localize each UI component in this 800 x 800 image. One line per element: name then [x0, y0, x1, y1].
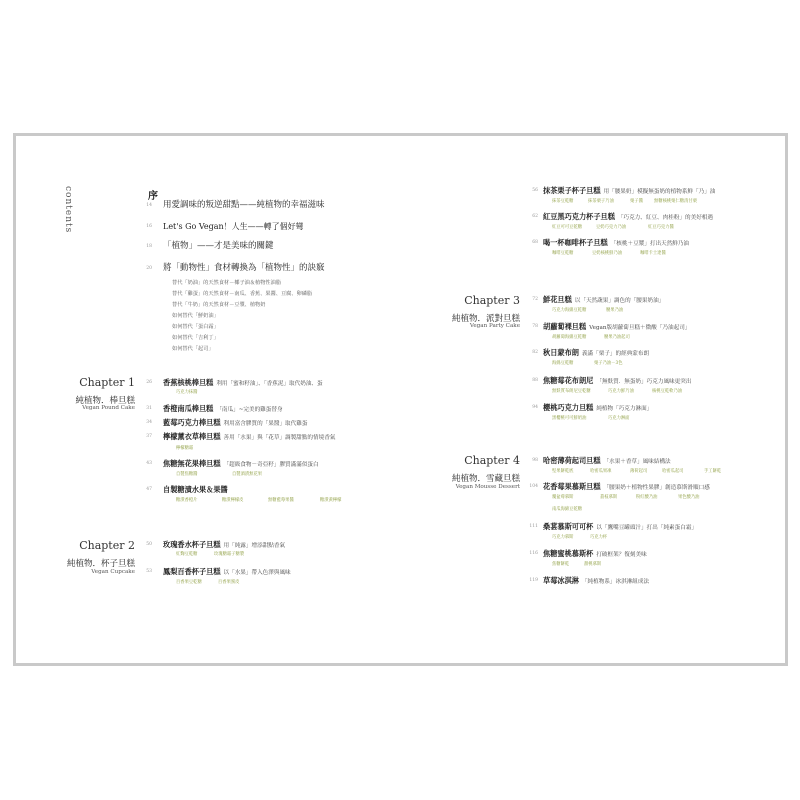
page-number: 94 — [532, 405, 538, 410]
page-number: 53 — [146, 569, 152, 574]
page-number: 16 — [146, 224, 152, 229]
toc-entry — [163, 540, 285, 551]
entry-tag: 豆奶巧克力乃油 — [596, 225, 627, 230]
entry-title: 鳳梨百香杯子旦糕 — [163, 567, 221, 576]
page-number: 88 — [532, 378, 538, 383]
entry-tag: 栗子醬 — [630, 199, 643, 204]
entry-title: 胡蘿蔔裸旦糕 — [543, 322, 587, 331]
toc-entry — [543, 295, 664, 306]
entry-title: 花香莓果慕斯旦糕 — [543, 482, 601, 491]
entry-desc: Vegan版胡蘿蔔旦糕＋微酸「乃油起司」 — [589, 325, 691, 331]
toc-entry — [163, 418, 307, 429]
toc-entry — [543, 522, 697, 533]
entry-desc: 用「純露」增添甜點香氣 — [223, 543, 286, 549]
entry-tag: 焦糖餅乾 — [552, 562, 570, 567]
preface-subitem: 如何替代「鮮奶油」 — [172, 313, 219, 319]
entry-tag: 胡蘿蔔海綿豆乾糖 — [552, 335, 587, 340]
chapter-2-number: Chapter 2 — [79, 539, 135, 552]
entry-tag: 無麩質布朗尼豆乾糖 — [552, 389, 591, 394]
entry-tag: 豆奶核桃鮮乃油 — [592, 251, 623, 256]
entry-title: 焦糖莓花布朗尼 — [543, 376, 594, 385]
chapter-3-subtitle: Vegan Party Cake — [469, 323, 520, 329]
page-number: 56 — [532, 188, 538, 193]
entry-title: 桑葚慕斯可可杯 — [543, 522, 594, 531]
toc-entry — [163, 567, 291, 578]
preface-subitem: 替代「奶油」的天然食材－椰子油＆植物性油脂 — [172, 280, 281, 286]
entry-title: 草莓冰淇淋 — [543, 576, 579, 585]
entry-tag: 巧克力淋面 — [608, 416, 630, 421]
entry-tag: 無糖核桃栗仁糖清甘栗 — [654, 199, 697, 204]
preface-subitem: 如何替代「蛋白霜」 — [172, 324, 219, 330]
entry-tag: 自製酒漬無花果 — [232, 472, 263, 477]
entry-title: 焦糖蜜桃慕斯杯 — [543, 549, 594, 558]
toc-entry — [163, 404, 283, 415]
entry-tag: 巧克力抹醬 — [176, 390, 198, 395]
entry-tag: 百香果豆乾糖 — [176, 580, 202, 585]
toc-entry — [543, 186, 715, 197]
entry-title: 紅豆黑巧克力杯子旦糕 — [543, 212, 615, 221]
entry-tag: 紅豆可可豆乾糖 — [552, 225, 583, 230]
entry-tag: 糖漬黃檸檬 — [320, 498, 342, 503]
page-number: 116 — [529, 551, 538, 556]
entry-tag: 抹茶栗子乃油 — [588, 199, 614, 204]
entry-tag: 糖漬香橙片 — [176, 498, 198, 503]
entry-desc: 善用「水果」與「花草」調製甜點的情境香氣 — [223, 435, 336, 441]
entry-tag: 巧克力杯 — [590, 535, 608, 540]
entry-title: 鮮花旦糕 — [543, 295, 572, 304]
toc-entry — [543, 238, 689, 249]
toc-entry — [163, 432, 335, 443]
chapter-2-title: 純植物．杯子旦糕 — [66, 559, 135, 569]
entry-title: 香蕉核桃棒旦糕 — [163, 378, 214, 387]
page-number: 47 — [146, 487, 152, 492]
entry-tag: 抹茶豆乾糖 — [552, 199, 574, 204]
page-number: 68 — [532, 240, 538, 245]
entry-tag: 咖啡豆乾糖 — [552, 251, 574, 256]
page-number: 72 — [532, 297, 538, 302]
page-number: 20 — [146, 266, 152, 271]
entry-desc: 用「腰果奶」模擬無蛋奶的植物系鮮「乃」油 — [603, 189, 716, 195]
page-number: 98 — [532, 458, 538, 463]
entry-desc: 「水果＋香草」風味結構法 — [603, 459, 671, 465]
chapter-1-subtitle: Vegan Pound Cake — [82, 405, 135, 411]
entry-tag: 核桃豆乾軟乃油 — [652, 389, 683, 394]
entry-desc: 以「水果」帶入色澤與風味 — [223, 570, 291, 576]
entry-tag: 玫瑰糖霜子糖漿 — [214, 552, 245, 557]
entry-tag: 粉紅酸乃油 — [636, 495, 658, 500]
chapter-4-subtitle: Vegan Mousse Dessert — [455, 484, 520, 490]
page-number: 43 — [146, 461, 152, 466]
entry-tag: 栗子乃油－3色 — [594, 361, 623, 366]
preface-subitem: 替代「牛奶」的天然食材－豆漿、植物奶 — [172, 302, 266, 308]
preface-entry: 用愛調味的叛逆甜點——純植物的幸福滋味 — [163, 200, 325, 210]
entry-title: 焦糖無花果棒旦糕 — [163, 459, 221, 468]
entry-tag: 自製焦糖醬 — [176, 472, 198, 477]
entry-tag: 巧克力海綿豆乾糖 — [552, 308, 587, 313]
entry-tag: 覆盆莓慕斯 — [552, 495, 574, 500]
entry-tag: 紅豆巧克力醬 — [648, 225, 674, 230]
preface-subitem: 如何替代「吉利丁」 — [172, 335, 219, 341]
entry-desc: 「巧克力、紅豆、肉桂粉」的美好相遇 — [617, 215, 713, 221]
toc-entry — [163, 459, 319, 470]
entry-tag: 無糖藍莓果醬 — [268, 498, 294, 503]
entry-title: 喝一杯咖啡杯子旦糕 — [543, 238, 608, 247]
entry-title: 櫻桃巧克力旦糕 — [543, 403, 594, 412]
page-number: 62 — [532, 214, 538, 219]
page-number: 111 — [529, 524, 538, 529]
entry-title: 檸檬薰衣草棒旦糕 — [163, 432, 221, 441]
entry-title: 自製糖漬水果＆果醬 — [163, 485, 228, 494]
entry-title: 香橙南瓜棒旦糕 — [163, 404, 214, 413]
chapter-3-title: 純植物．派對旦糕 — [451, 314, 520, 324]
entry-desc: 義滿「栗子」的經典蒙布朗 — [581, 351, 650, 357]
contents-side-label: contents — [63, 186, 73, 234]
page-number: 37 — [146, 434, 152, 439]
entry-desc: 以「鷹嘴豆罐頭汁」打出「純素蛋白霜」 — [596, 525, 698, 531]
toc-entry — [543, 212, 713, 223]
entry-desc: 「核桃＋豆漿」打出天然鮮乃油 — [610, 241, 690, 247]
entry-desc: 「無麩質．無蛋奶」巧克力風味更突出 — [596, 379, 692, 385]
entry-tag: 腰果乃油 — [606, 308, 624, 313]
page-number: 34 — [146, 420, 152, 425]
entry-desc: 「純植物系」冰淇淋組成法 — [581, 579, 650, 585]
preface-subitem: 替代「雞蛋」的天然食材－南瓜、香蕉、果醬、豆腐、卵磷脂 — [172, 291, 313, 297]
toc-entry — [543, 576, 649, 587]
preface-subitem: 如何替代「起司」 — [172, 346, 214, 352]
chapter-4-number: Chapter 4 — [464, 454, 520, 467]
chapter-2-subtitle: Vegan Cupcake — [91, 569, 135, 575]
page-number: 50 — [146, 542, 152, 547]
toc-entry — [543, 482, 710, 493]
preface-entry: Let's Go Vegan！人生——轉了個好彎 — [163, 222, 304, 231]
entry-tag: 甜桃慕斯 — [584, 562, 602, 567]
entry-tag: 手工餅乾 — [704, 469, 722, 474]
entry-title: 哈密薄荷起司旦糕 — [543, 456, 601, 465]
chapter-4-title: 純植物．雪藏旦糕 — [451, 474, 520, 484]
entry-tag: 果色酸乃油 — [678, 495, 700, 500]
chapter-3-number: Chapter 3 — [464, 294, 520, 307]
page-number: 104 — [529, 484, 538, 489]
toc-entry — [543, 376, 691, 387]
page-number: 78 — [532, 324, 538, 329]
entry-tag: 百香果蜜皮 — [218, 580, 240, 585]
toc-entry — [543, 456, 671, 467]
page-number: 31 — [146, 406, 152, 411]
entry-title: 藍莓巧克力棒旦糕 — [163, 418, 221, 427]
entry-title: 抹茶栗子杯子旦糕 — [543, 186, 601, 195]
preface-entry: 「植物」——才是美味的關鍵 — [163, 241, 274, 251]
toc-entry — [543, 403, 652, 414]
entry-desc: 以「天然蔬果」調色的「腰果奶油」 — [574, 298, 665, 304]
page-number: 26 — [146, 380, 152, 385]
entry-desc: 「超級食物－奇亞籽」膠質滿滿似蛋白 — [223, 462, 319, 468]
entry-tag: 哈密瓜果凍 — [590, 469, 612, 474]
preface-title: 序 — [148, 191, 158, 202]
page-number: 82 — [532, 350, 538, 355]
entry-tag: 糖漬檸檬皮 — [222, 498, 244, 503]
entry-desc: 「南瓜」~完美的雞蛋替身 — [216, 407, 283, 413]
entry-desc: 純植物「巧克力淋面」 — [596, 406, 653, 412]
chapter-1-number: Chapter 1 — [79, 376, 135, 389]
entry-desc: 「腰果奶＋植物性果膠」創造慕斯滑順口感 — [603, 485, 710, 491]
page-number: 14 — [146, 203, 152, 208]
entry-tag: 哈密瓜起司 — [662, 469, 684, 474]
entry-tag: 巧克力鮮乃油 — [608, 389, 634, 394]
entry-tag: 紅麴豆乾糖 — [176, 552, 198, 557]
page-number: 119 — [529, 578, 538, 583]
toc-entry — [163, 485, 228, 494]
entry-tag: 黑櫻桃可可鮮奶油 — [552, 416, 587, 421]
entry-tag: 咖啡卡士達醬 — [640, 251, 666, 256]
entry-title: 玫瑰香水杯子旦糕 — [163, 540, 221, 549]
toc-entry — [163, 378, 323, 389]
entry-tag: 薄荷起司 — [630, 469, 648, 474]
chapter-1-title: 純植物．棒旦糕 — [75, 396, 135, 406]
entry-tag: 檸檬糖霜 — [176, 446, 194, 451]
entry-tag: 南瓜海綿豆乾糖 — [552, 507, 583, 512]
entry-tag: 巧克力慕斯 — [552, 535, 574, 540]
entry-desc: 利用富含膠質的「果醬」取代雞蛋 — [223, 421, 308, 427]
toc-entry — [543, 322, 690, 333]
entry-tag: 堅果餅乾底 — [552, 469, 574, 474]
entry-tag: 荔枝慕斯 — [600, 495, 618, 500]
entry-tag: 海綿豆乾糖 — [552, 361, 574, 366]
entry-desc: 打破框架？復刻美味 — [596, 552, 647, 558]
page-number: 18 — [146, 244, 152, 249]
preface-entry: 將「動物性」食材轉換為「植物性」的訣竅 — [163, 263, 325, 273]
toc-entry — [543, 549, 647, 560]
entry-title: 秋日蒙布朗 — [543, 348, 579, 357]
toc-entry — [543, 348, 649, 359]
entry-tag: 腰果乃油起司 — [604, 335, 630, 340]
entry-desc: 利用「蜜和籽油」、「香蕉泥」取代奶油、蛋 — [216, 381, 323, 387]
